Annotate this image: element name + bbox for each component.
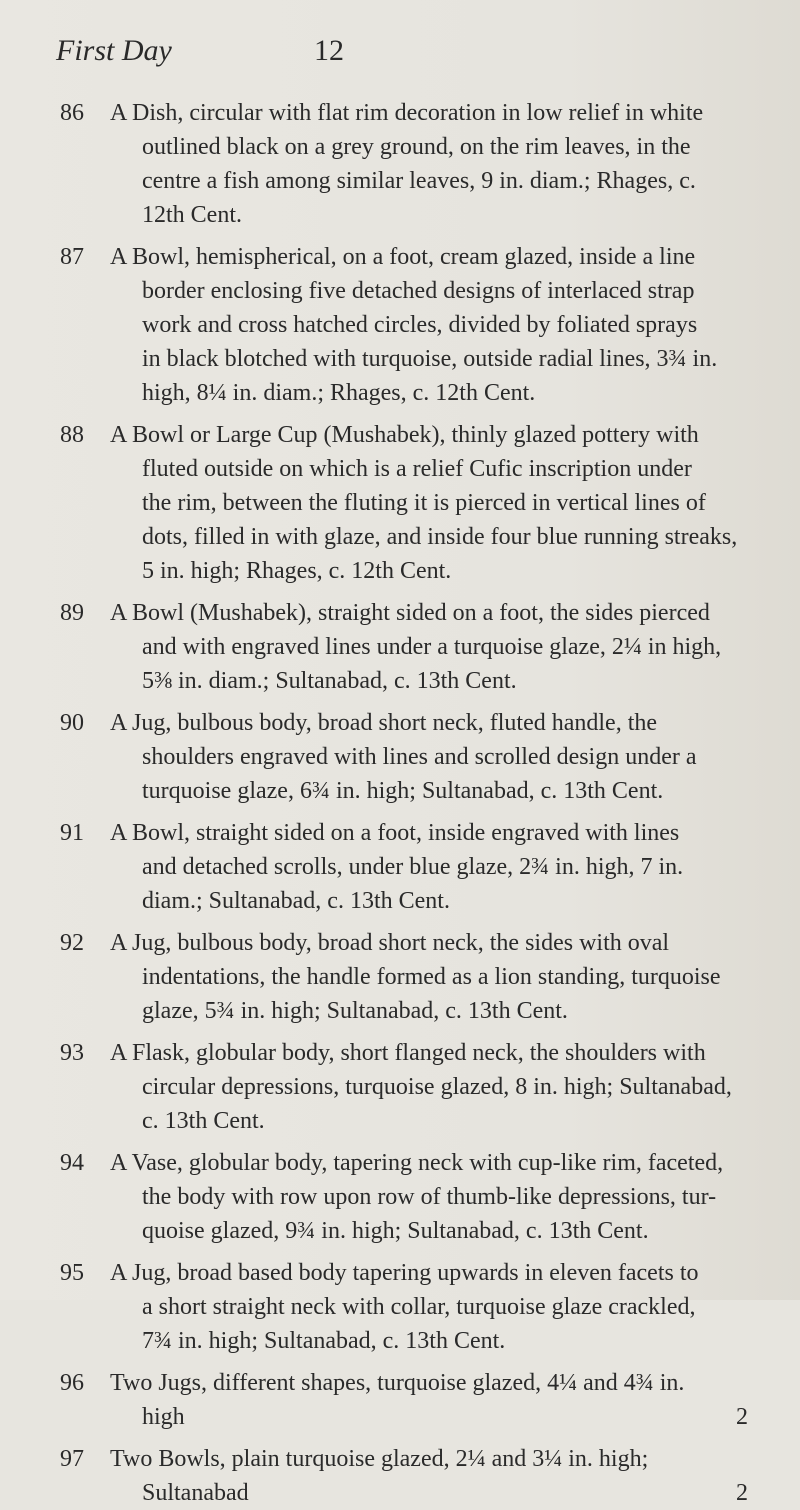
- lot-number: 87: [60, 244, 84, 270]
- description-line: A Flask, globular body, short flanged neck, the shoulders with: [110, 1040, 706, 1066]
- description-line: 7¾ in. high; Sultanabad, c. 13th Cent.: [142, 1328, 506, 1354]
- lot-description: [110, 1256, 770, 1358]
- lot-description: [110, 418, 770, 588]
- lot-description: [110, 706, 770, 808]
- description-line: 12th Cent.: [142, 202, 242, 228]
- description-line: indentations, the handle formed as a lion standing, turquoise: [142, 964, 721, 990]
- description-line: A Bowl (Mushabek), straight sided on a foot, the sides pierced: [110, 600, 710, 626]
- description-line: 5 in. high; Rhages, c. 12th Cent.: [142, 558, 452, 584]
- lot-description: [110, 240, 770, 410]
- description-line: A Vase, globular body, tapering neck with cup-like rim, faceted,: [110, 1150, 724, 1176]
- description-line: circular depressions, turquoise glazed, 8 in. high; Sultanabad,: [142, 1074, 732, 1100]
- lot-description: [110, 926, 770, 1028]
- description-line: fluted outside on which is a relief Cufic inscription under: [142, 456, 692, 482]
- lot-number: 91: [60, 820, 84, 846]
- lot-description: [110, 596, 770, 698]
- description-line: turquoise glaze, 6¾ in. high; Sultanabad, c. 13th Cent.: [142, 778, 664, 804]
- description-line: A Jug, broad based body tapering upwards in eleven facets to: [110, 1260, 699, 1286]
- description-line: border enclosing five detached designs of interlaced strap: [142, 278, 695, 304]
- lot-number: 90: [60, 710, 84, 736]
- description-line: A Jug, bulbous body, broad short neck, fluted handle, the: [110, 710, 658, 736]
- description-line: A Bowl, hemispherical, on a foot, cream glazed, inside a line: [110, 244, 696, 270]
- description-line: and with engraved lines under a turquoise glaze, 2¼ in high,: [142, 634, 722, 660]
- description-line: work and cross hatched circles, divided by foliated sprays: [142, 312, 698, 338]
- lot-number: 94: [60, 1150, 84, 1176]
- lot-number: 88: [60, 422, 84, 448]
- lot-number: 96: [60, 1370, 84, 1396]
- description-line: Sultanabad: [142, 1480, 249, 1506]
- description-line: A Bowl or Large Cup (Mushabek), thinly glazed pottery with: [110, 422, 699, 448]
- description-line: outlined black on a grey ground, on the rim leaves, in the: [142, 134, 691, 160]
- description-line: c. 13th Cent.: [142, 1108, 265, 1134]
- description-line: shoulders engraved with lines and scrolled design under a: [142, 744, 697, 770]
- description-line: A Bowl, straight sided on a foot, inside engraved with lines: [110, 820, 680, 846]
- lot-description: [110, 816, 770, 918]
- lot-description: [110, 1442, 770, 1510]
- description-line: A Jug, bulbous body, broad short neck, the sides with oval: [110, 930, 670, 956]
- lot-description: [110, 1036, 770, 1138]
- lot-number: 97: [60, 1446, 84, 1472]
- lot-quantity: 2: [736, 1480, 748, 1506]
- lot-quantity: 2: [736, 1404, 748, 1430]
- description-line: and detached scrolls, under blue glaze, 2¾ in. high, 7 in.: [142, 854, 684, 880]
- description-line: high, 8¼ in. diam.; Rhages, c. 12th Cent.: [142, 380, 536, 406]
- description-line: Two Bowls, plain turquoise glazed, 2¼ and 3¼ in. high;: [110, 1446, 649, 1472]
- lot-description: [110, 96, 770, 232]
- running-title: First Day: [56, 34, 172, 67]
- page-number: 12: [314, 34, 344, 67]
- lot-number: 92: [60, 930, 84, 956]
- description-line: dots, filled in with glaze, and inside four blue running streaks,: [142, 524, 738, 550]
- description-line: the rim, between the fluting it is pierced in vertical lines of: [142, 490, 706, 516]
- description-line: Two Jugs, different shapes, turquoise glazed, 4¼ and 4¾ in.: [110, 1370, 685, 1396]
- description-line: centre a fish among similar leaves, 9 in. diam.; Rhages, c.: [142, 168, 696, 194]
- lot-description: [110, 1146, 770, 1248]
- description-line: A Dish, circular with flat rim decoration in low relief in white: [110, 100, 704, 126]
- lot-number: 89: [60, 600, 84, 626]
- description-line: quoise glazed, 9¾ in. high; Sultanabad, c. 13th Cent.: [142, 1218, 649, 1244]
- lot-number: 93: [60, 1040, 84, 1066]
- page-header: [56, 34, 756, 74]
- description-line: the body with row upon row of thumb-like depressions, tur-: [142, 1184, 717, 1210]
- description-line: a short straight neck with collar, turquoise glaze crackled,: [142, 1294, 696, 1320]
- lot-description: [110, 1366, 770, 1434]
- description-line: glaze, 5¾ in. high; Sultanabad, c. 13th Cent.: [142, 998, 568, 1024]
- lot-number: 95: [60, 1260, 84, 1286]
- description-line: high: [142, 1404, 185, 1430]
- description-line: in black blotched with turquoise, outside radial lines, 3¾ in.: [142, 346, 718, 372]
- description-line: 5⅜ in. diam.; Sultanabad, c. 13th Cent.: [142, 668, 517, 694]
- description-line: diam.; Sultanabad, c. 13th Cent.: [142, 888, 450, 914]
- lot-number: 86: [60, 100, 84, 126]
